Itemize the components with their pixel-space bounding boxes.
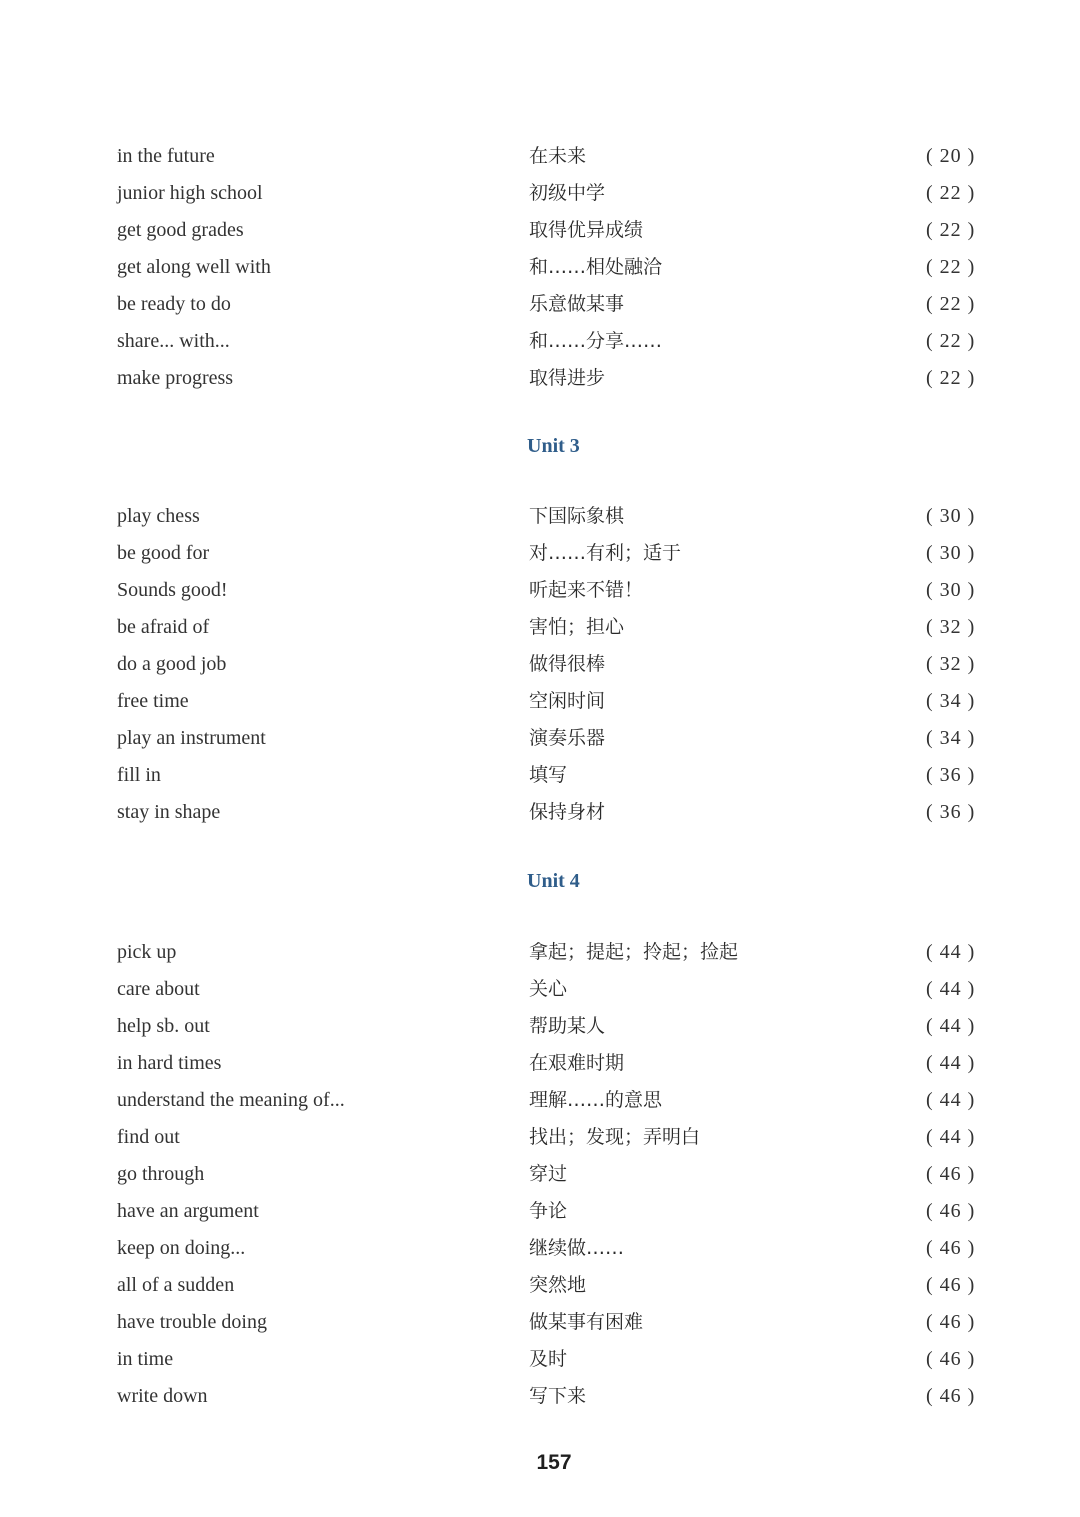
phrase-page-ref: ( 34 ) [926,727,976,749]
phrase-page-ref: ( 22 ) [926,330,976,352]
vocab-group-unit2-continued [0,138,1080,397]
phrase-chinese: 写下来 [529,1385,587,1407]
phrase-english: Sounds good! [117,579,228,601]
phrase-page-ref: ( 34 ) [926,690,976,712]
vocab-group-unit3 [0,498,1080,831]
list-item [0,1045,1080,1082]
phrase-chinese: 在未来 [529,145,587,167]
phrase-page-ref: ( 46 ) [926,1348,976,1370]
list-item [0,794,1080,831]
list-item [0,535,1080,572]
phrase-chinese: 保持身材 [529,801,606,823]
phrase-page-ref: ( 30 ) [926,579,976,601]
list-item [0,1008,1080,1045]
phrase-english: play chess [117,505,200,527]
phrase-page-ref: ( 46 ) [926,1274,976,1296]
phrase-english: get good grades [117,219,244,241]
list-item [0,1119,1080,1156]
phrase-chinese: 理解……的意思 [529,1089,663,1111]
phrase-english: be ready to do [117,293,231,315]
list-item [0,971,1080,1008]
phrase-chinese: 初级中学 [529,182,606,204]
phrase-chinese: 害怕；担心 [529,616,625,638]
phrase-chinese: 做得很棒 [529,653,606,675]
list-item [0,286,1080,323]
phrase-english: do a good job [117,653,227,675]
phrase-page-ref: ( 30 ) [926,542,976,564]
phrase-english: get along well with [117,256,271,278]
phrase-chinese: 取得进步 [529,367,606,389]
phrase-page-ref: ( 44 ) [926,1052,976,1074]
phrase-chinese: 空闲时间 [529,690,606,712]
phrase-english: find out [117,1126,180,1148]
phrase-english: fill in [117,764,161,786]
phrase-page-ref: ( 44 ) [926,1126,976,1148]
list-item [0,249,1080,286]
list-item [0,138,1080,175]
phrase-page-ref: ( 20 ) [926,145,976,167]
list-item [0,572,1080,609]
phrase-page-ref: ( 46 ) [926,1311,976,1333]
phrase-english: have an argument [117,1200,259,1222]
phrase-chinese: 在艰难时期 [529,1052,625,1074]
page-number: 157 [536,1451,572,1474]
phrase-english: in hard times [117,1052,222,1074]
phrase-english: care about [117,978,200,1000]
phrase-page-ref: ( 22 ) [926,367,976,389]
phrase-english: pick up [117,941,177,963]
list-item [0,646,1080,683]
phrase-page-ref: ( 32 ) [926,616,976,638]
list-item [0,175,1080,212]
phrase-english: in the future [117,145,215,167]
list-item [0,1341,1080,1378]
unit-3-heading: Unit 3 [527,435,580,457]
list-item [0,720,1080,757]
list-item [0,498,1080,535]
phrase-english: have trouble doing [117,1311,267,1333]
list-item [0,757,1080,794]
phrase-chinese: 继续做…… [529,1237,625,1259]
phrase-page-ref: ( 22 ) [926,182,976,204]
phrase-chinese: 下国际象棋 [529,505,625,527]
phrase-chinese: 和……相处融洽 [529,256,663,278]
phrase-chinese: 关心 [529,978,568,1000]
phrase-english: go through [117,1163,205,1185]
phrase-chinese: 拿起；提起；拎起；捡起 [529,941,739,963]
list-item [0,212,1080,249]
phrase-page-ref: ( 32 ) [926,653,976,675]
phrase-chinese: 穿过 [529,1163,568,1185]
phrase-page-ref: ( 30 ) [926,505,976,527]
phrase-chinese: 乐意做某事 [529,293,625,315]
phrase-english: play an instrument [117,727,266,749]
phrase-page-ref: ( 46 ) [926,1163,976,1185]
list-item [0,934,1080,971]
phrase-page-ref: ( 44 ) [926,1089,976,1111]
phrase-english: share... with... [117,330,230,352]
phrase-chinese: 和……分享…… [529,330,663,352]
phrase-english: understand the meaning of... [117,1089,345,1111]
phrase-chinese: 取得优异成绩 [529,219,644,241]
phrase-chinese: 争论 [529,1200,568,1222]
phrase-chinese: 演奏乐器 [529,727,606,749]
phrase-english: be good for [117,542,210,564]
phrase-english: all of a sudden [117,1274,235,1296]
phrase-page-ref: ( 36 ) [926,764,976,786]
phrase-chinese: 找出；发现；弄明白 [529,1126,701,1148]
phrase-page-ref: ( 44 ) [926,941,976,963]
phrase-page-ref: ( 22 ) [926,219,976,241]
list-item [0,1304,1080,1341]
phrase-chinese: 及时 [529,1348,568,1370]
list-item [0,323,1080,360]
unit-4-heading: Unit 4 [527,870,580,892]
phrase-english: stay in shape [117,801,221,823]
phrase-page-ref: ( 46 ) [926,1385,976,1407]
phrase-english: junior high school [117,182,263,204]
list-item [0,683,1080,720]
phrase-chinese: 对……有利；适于 [529,542,682,564]
phrase-page-ref: ( 46 ) [926,1237,976,1259]
list-item [0,1082,1080,1119]
list-item [0,1156,1080,1193]
phrase-english: make progress [117,367,234,389]
list-item [0,609,1080,646]
phrase-english: help sb. out [117,1015,210,1037]
phrase-english: be afraid of [117,616,210,638]
vocab-group-unit4 [0,934,1080,1415]
phrase-chinese: 听起来不错！ [529,579,644,601]
list-item [0,1230,1080,1267]
list-item [0,1193,1080,1230]
phrase-page-ref: ( 22 ) [926,293,976,315]
phrase-page-ref: ( 22 ) [926,256,976,278]
list-item [0,1378,1080,1415]
phrase-page-ref: ( 36 ) [926,801,976,823]
phrase-chinese: 帮助某人 [529,1015,606,1037]
phrase-page-ref: ( 44 ) [926,1015,976,1037]
phrase-chinese: 做某事有困难 [529,1311,644,1333]
phrase-page-ref: ( 46 ) [926,1200,976,1222]
phrase-chinese: 突然地 [529,1274,587,1296]
phrase-english: keep on doing... [117,1237,246,1259]
list-item [0,1267,1080,1304]
phrase-page-ref: ( 44 ) [926,978,976,1000]
phrase-english: write down [117,1385,208,1407]
phrase-english: free time [117,690,189,712]
phrase-english: in time [117,1348,174,1370]
phrase-chinese: 填写 [529,764,568,786]
list-item [0,360,1080,397]
